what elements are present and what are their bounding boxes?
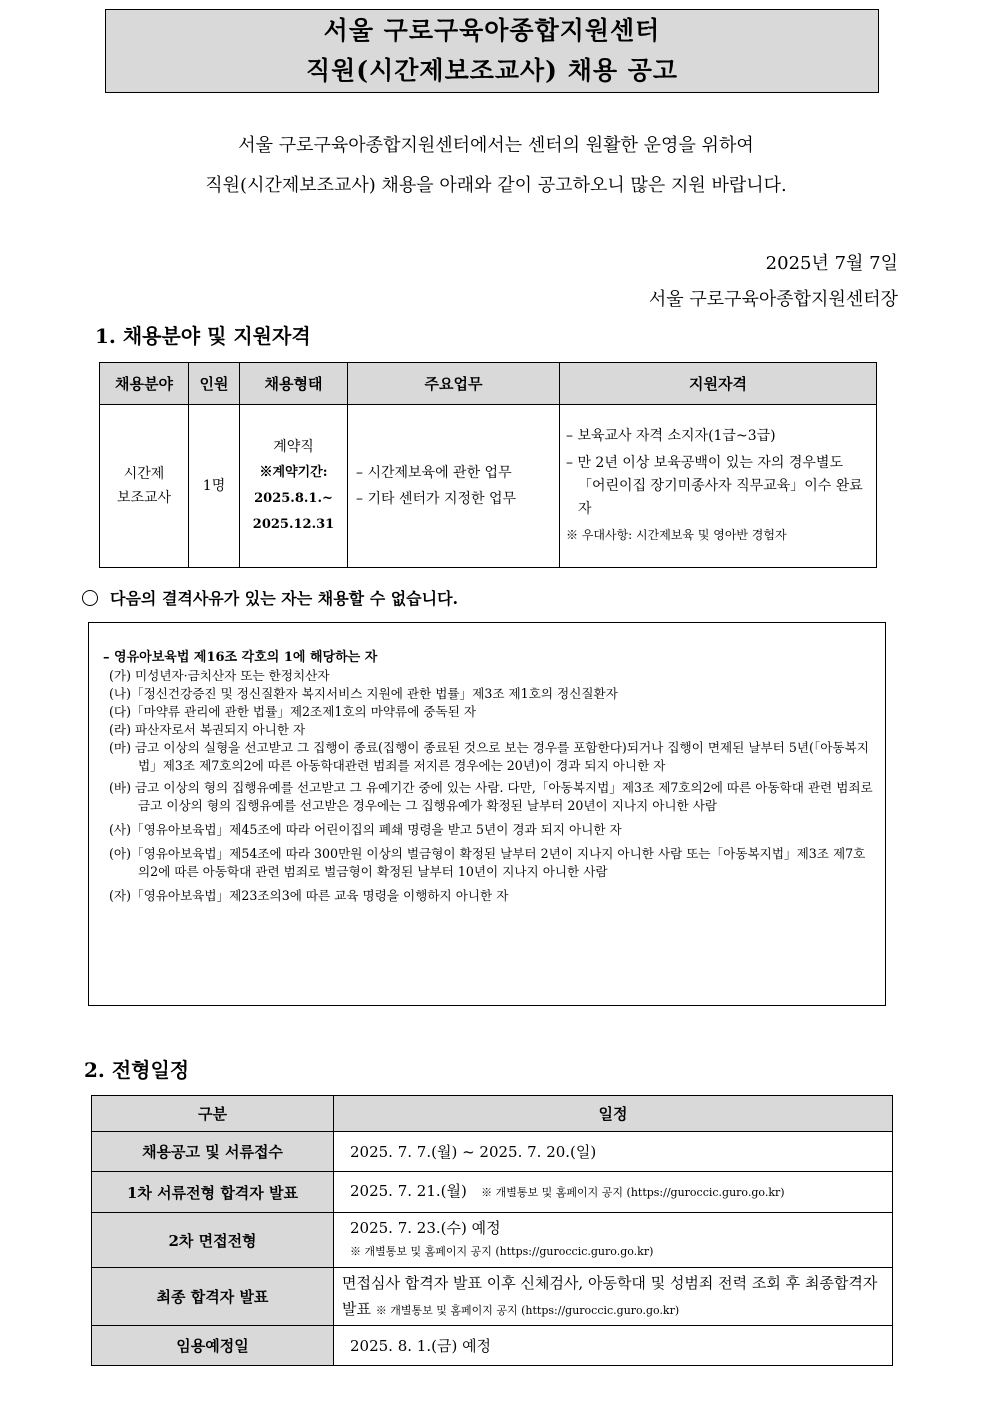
qual-item: – 만 2년 이상 보육공백이 있는 자의 경우별도「어린이집 장기미종사자 직무교육」이수 완료 자 — [566, 455, 863, 517]
schedule-date: 2025. 7. 21.(월) — [350, 1182, 467, 1200]
qual-note: ※ 우대사항: 시간제보육 및 영아반 경험자 — [566, 528, 787, 542]
header-count: 인원 — [189, 363, 240, 405]
schedule-date: 2025. 8. 1.(금) 예정 — [350, 1336, 492, 1355]
duties-cell — [348, 405, 560, 568]
type-cell — [240, 405, 348, 568]
header-field: 채용분야 — [100, 363, 189, 405]
disqualification-notice — [82, 586, 458, 609]
table-row — [92, 1326, 893, 1366]
list-item: (사)「영유아보육법」제45조에 따라 어린이집의 폐쇄 명령을 받고 5년이 경과 되지 아니한 자 — [109, 822, 622, 837]
field-cell — [100, 405, 189, 568]
recruitment-table — [99, 362, 877, 568]
disqualification-box — [88, 622, 886, 1006]
list-item: (자)「영유아보육법」제23조의3에 따른 교육 명령을 이행하지 아니한 자 — [109, 888, 509, 903]
section1-heading: 1. 채용분야 및 지원자격 — [95, 324, 311, 348]
section2-heading: 2. 전형일정 — [84, 1058, 190, 1082]
intro-line2: 직원(시간제보조교사) 채용을 아래와 같이 공고하오니 많은 지원 바랍니다. — [205, 175, 787, 196]
intro-line1: 서울 구로구육아종합지원센터에서는 센터의 원활한 운영을 위하여 — [238, 135, 754, 156]
count-cell: 1명 — [189, 405, 240, 568]
table-row — [92, 1132, 893, 1172]
schedule-value — [334, 1268, 893, 1326]
header-duties: 주요업무 — [348, 363, 560, 405]
list-item: (나)「정신건강증진 및 정신질환자 복지서비스 지원에 관한 법률」제3조 제1호의 정신질환자 — [109, 686, 618, 701]
field-line1: 시간제 — [123, 466, 165, 482]
schedule-label: 채용공고 및 서류접수 — [92, 1132, 334, 1172]
list-item: (아)「영유아보육법」제54조에 따라 300만원 이상의 벌금형이 확정된 날부터 2년이 지나지 아니한 사람 또는「아동복지법」제3조 제7호의2에 따른 아동학대 관련 범죄로 벌금형이 확정된 날부터 10년이 지나지 아니한 사람 — [109, 846, 866, 879]
page-title-line2: 직원(시간제보조교사) 채용 공고 — [305, 56, 678, 85]
table-row — [100, 405, 877, 568]
schedule-value — [334, 1172, 893, 1213]
duty-item: – 시간제보육에 관한 업무 — [356, 465, 512, 481]
schedule-label: 1차 서류전형 합격자 발표 — [92, 1172, 334, 1213]
list-item: (가) 미성년자·금치산자 또는 한정치산자 — [109, 668, 330, 683]
schedule-table — [91, 1095, 893, 1366]
notice-text: 다음의 결격사유가 있는 자는 채용할 수 없습니다. — [110, 589, 459, 608]
list-item: (다)「마약류 관리에 관한 법률」제2조제1호의 마약류에 중독된 자 — [109, 704, 477, 719]
schedule-label: 2차 면접전형 — [92, 1213, 334, 1268]
qual-item: – 보육교사 자격 소지자(1급~3급) — [566, 428, 776, 444]
schedule-value — [334, 1326, 893, 1366]
disqualification-head: – 영유아보육법 제16조 각호의 1에 해당하는 자 — [103, 650, 378, 665]
table-header-row — [100, 363, 877, 405]
table-row — [92, 1172, 893, 1213]
schedule-value — [334, 1213, 893, 1268]
schedule-header-row — [92, 1096, 893, 1132]
field-line2: 보조교사 — [116, 490, 172, 506]
schedule-label: 최종 합격자 발표 — [92, 1268, 334, 1326]
schedule-date: 2025. 7. 23.(수) 예정 — [350, 1219, 501, 1237]
schedule-value — [334, 1132, 893, 1172]
type-line3: 2025.8.1.~ — [254, 491, 333, 506]
type-line1: 계약직 — [273, 439, 314, 455]
header-qualifications: 지원자격 — [560, 363, 877, 405]
schedule-date: 면접심사 합격자 발표 이후 신체검사, 아동학대 및 성범죄 전력 조회 후 최종합격자 발표 — [342, 1273, 878, 1318]
list-item: (마) 금고 이상의 실형을 선고받고 그 집행이 종료(집행이 종료된 것으로 보는 경우를 포함한다)되거나 집행이 면제된 날부터 5년(「아동복지법」제3조 제7호의2에 따른 아동학대관련 범죄를 저지른 경우에는 20년)이 경과 되지 아니한 자 — [109, 740, 869, 773]
list-item: (바) 금고 이상의 형의 집행유예를 선고받고 그 유예기간 중에 있는 사람. 다만,「아동복지법」제3조 제7호의2에 따른 아동학대 관련 범죄로 금고 이상의 형의 집행유예를 선고받은 경우에는 그 집행유예가 확정된 날부터 20년이 지나지 아니한 사람 — [109, 780, 873, 813]
duty-item: – 기타 센터가 지정한 업무 — [356, 491, 517, 507]
issuer: 서울 구로구육아종합지원센터장 — [648, 289, 898, 310]
type-line2: ※계약기간: — [259, 465, 328, 480]
header-schedule: 일정 — [334, 1096, 893, 1132]
schedule-label: 임용예정일 — [92, 1326, 334, 1366]
circle-bullet-icon — [82, 590, 98, 606]
header-type: 채용형태 — [240, 363, 348, 405]
schedule-note: ※ 개별통보 및 홈페이지 공지 (https://guroccic.guro.go.kr) — [375, 1303, 680, 1317]
announcement-date: 2025년 7월 7일 — [765, 253, 898, 274]
header-category: 구분 — [92, 1096, 334, 1132]
qualifications-cell — [560, 405, 877, 568]
type-line4: 2025.12.31 — [252, 517, 335, 532]
schedule-note: ※ 개별통보 및 홈페이지 공지 (https://guroccic.guro.go.kr) — [350, 1245, 654, 1258]
list-item: (라) 파산자로서 복권되지 아니한 자 — [109, 722, 306, 737]
page-title-line1: 서울 구로구육아종합지원센터 — [323, 16, 661, 45]
schedule-note: ※ 개별통보 및 홈페이지 공지 (https://guroccic.guro.go.kr) — [481, 1186, 785, 1199]
title-box — [105, 9, 879, 93]
table-row — [92, 1268, 893, 1326]
schedule-date: 2025. 7. 7.(월) ~ 2025. 7. 20.(일) — [350, 1142, 597, 1161]
table-row — [92, 1213, 893, 1268]
